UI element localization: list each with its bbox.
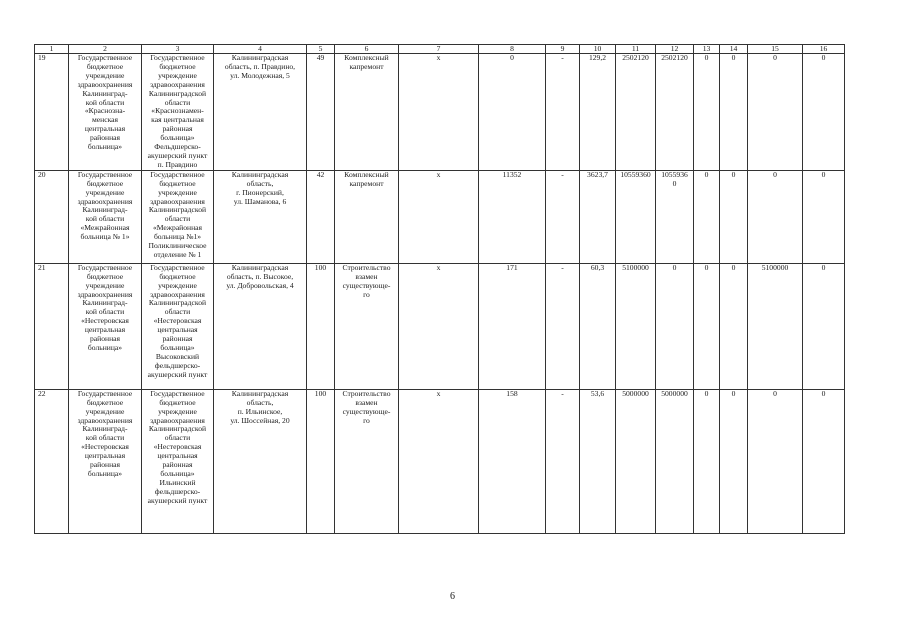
object-cell-line: бюджетное	[159, 178, 196, 188]
recipient-cell-line: бюджетное	[86, 178, 124, 188]
object-cell-line: «Нестеровская	[153, 442, 202, 452]
address-cell-line: ул. Шоссейная, 20	[230, 415, 290, 425]
value-cell-11	[616, 263, 656, 389]
value-cell-7: x	[399, 54, 479, 171]
recipient-cell-line: бюджетное	[86, 271, 124, 281]
value-cell-13: 0	[694, 170, 720, 263]
recipient-cell-line: «Нестеровская	[81, 442, 129, 452]
value-cell-14: 0	[720, 170, 748, 263]
value-cell-5: 100	[307, 263, 335, 389]
address-cell-line: область,	[246, 397, 274, 407]
object-cell-line: п. Правдино	[157, 159, 198, 169]
recipient-cell-line: здравоохранения	[77, 196, 133, 206]
column-number-row	[35, 45, 845, 54]
object-cell-line: районная	[162, 334, 193, 344]
work-type-cell	[335, 263, 399, 389]
value-cell-13: 0	[694, 54, 720, 171]
recipient-cell-line: учреждение	[85, 280, 125, 290]
value-cell-8: 0	[479, 54, 546, 171]
row-number-cell: 22	[35, 389, 69, 533]
recipient-cell-line: Калининград-	[82, 298, 128, 308]
recipient-cell-line: центральная	[84, 124, 126, 134]
value-cell-9: -	[546, 170, 580, 263]
object-cell-line: Фельдшерско-	[154, 142, 201, 152]
recipient-cell	[69, 54, 142, 171]
recipient-cell-line: учреждение	[85, 406, 125, 416]
object-cell-line: акушерский пункт	[147, 369, 208, 379]
work-type-cell-line: Комплексный	[344, 170, 389, 179]
value-cell-16: 0	[803, 170, 845, 263]
object-cell-line: учреждение	[158, 70, 197, 80]
value-cell-9: -	[546, 54, 580, 171]
object-cell-line: Государственное	[150, 53, 205, 62]
object-cell-line: «Нестеровская	[153, 316, 202, 326]
recipient-cell-line: Калининград-	[82, 88, 128, 98]
value-cell-15: 0	[748, 389, 803, 533]
address-cell-line: область,	[246, 178, 274, 188]
recipient-cell-line: Государственное	[77, 389, 133, 398]
address-cell-line: ул. Шаманова, 6	[233, 196, 287, 206]
object-cell-line: учреждение	[158, 406, 197, 416]
object-cell-line: здравоохранения	[150, 79, 205, 89]
value-cell-13: 0	[694, 389, 720, 533]
work-type-cell-line: го	[363, 415, 370, 425]
page-number: 6	[450, 591, 455, 602]
value-cell-14: 0	[720, 54, 748, 171]
object-cell-line: Государственное	[150, 170, 205, 179]
value-cell-15: 0	[748, 54, 803, 171]
address-cell-line: область, п. Высокое,	[226, 271, 294, 281]
column-number: 3	[142, 45, 214, 54]
value-cell-12-line: 5000000	[661, 389, 688, 398]
value-cell-8: 158	[479, 389, 546, 533]
main-table	[34, 44, 845, 534]
recipient-cell-line: бюджетное	[86, 397, 124, 407]
object-cell-line: бюджетное	[159, 271, 196, 281]
column-number: 11	[616, 45, 656, 54]
column-number: 10	[580, 45, 616, 54]
recipient-cell-line: районная	[89, 460, 121, 470]
work-type-cell	[335, 389, 399, 533]
value-cell-9: -	[546, 389, 580, 533]
address-cell	[214, 263, 307, 389]
object-cell-line: районная	[162, 460, 193, 470]
recipient-cell-line: Государственное	[77, 263, 133, 272]
address-cell	[214, 54, 307, 171]
object-cell-line: больница»	[160, 342, 195, 352]
row-number-cell: 21	[35, 263, 69, 389]
address-cell	[214, 389, 307, 533]
column-number: 6	[335, 45, 399, 54]
recipient-cell-line: Государственное	[77, 170, 133, 179]
object-cell-line: области	[164, 433, 191, 443]
recipient-cell-line: здравоохранения	[77, 289, 133, 299]
object-cell	[142, 389, 214, 533]
value-cell-12	[656, 170, 694, 263]
object-cell-line: акушерский пункт	[147, 495, 208, 505]
recipient-cell-line: учреждение	[85, 70, 125, 80]
address-cell-line: г. Пионерский,	[236, 187, 284, 197]
work-type-cell-line: Строительство	[342, 389, 391, 398]
row-number-cell: 20	[35, 170, 69, 263]
work-type-cell-line: взамен	[355, 397, 378, 407]
recipient-cell-line: больница № 1»	[80, 232, 130, 242]
work-type-cell-line: капремонт	[349, 61, 384, 71]
column-number: 4	[214, 45, 307, 54]
address-cell-line: ул. Добровольская, 4	[226, 280, 294, 290]
object-cell-line: области	[164, 307, 191, 317]
recipient-cell	[69, 389, 142, 533]
object-cell-line: «Межрайонная	[152, 223, 203, 233]
value-cell-5: 42	[307, 170, 335, 263]
object-cell-line: Высоковский	[155, 351, 200, 361]
recipient-cell-line: кой области	[85, 97, 125, 107]
recipient-cell-line: больница»	[87, 142, 123, 152]
object-cell-line: учреждение	[158, 280, 197, 290]
row-number-cell: 19	[35, 54, 69, 171]
value-cell-11	[616, 389, 656, 533]
object-cell-line: «Краснознамен-	[151, 106, 204, 116]
recipient-cell-line: «Краснозна-	[84, 106, 126, 116]
object-cell-line: Калининградской	[148, 424, 207, 434]
table-row	[35, 170, 845, 263]
recipient-cell-line: учреждение	[85, 187, 125, 197]
value-cell-16: 0	[803, 263, 845, 389]
column-number: 12	[656, 45, 694, 54]
value-cell-10: 129,2	[580, 54, 616, 171]
object-cell	[142, 54, 214, 171]
work-type-cell-line: взамен	[355, 271, 378, 281]
value-cell-14: 0	[720, 263, 748, 389]
object-cell-line: Поликлиническое	[148, 241, 207, 251]
object-cell-line: акушерский пункт	[147, 150, 208, 160]
recipient-cell-line: центральная	[84, 451, 126, 461]
recipient-cell-line: кой области	[85, 214, 125, 224]
object-cell-line: Ильинский	[159, 477, 196, 487]
object-cell-line: отделение № 1	[153, 249, 202, 259]
recipient-cell-line: бюджетное	[86, 61, 124, 71]
value-cell-7: x	[399, 389, 479, 533]
recipient-cell-line: центральная	[84, 325, 126, 335]
value-cell-12	[656, 389, 694, 533]
work-type-cell	[335, 170, 399, 263]
object-cell-line: центральная	[157, 325, 198, 335]
work-type-cell-line: капремонт	[349, 178, 384, 188]
object-cell-line: кая центральная	[151, 115, 204, 125]
value-cell-10: 3623,7	[580, 170, 616, 263]
value-cell-5: 49	[307, 54, 335, 171]
object-cell-line: больница»	[160, 133, 195, 143]
recipient-cell-line: Государственное	[77, 53, 133, 62]
object-cell-line: фельдшерско-	[154, 360, 201, 370]
recipient-cell-line: кой области	[85, 433, 125, 443]
object-cell-line: бюджетное	[159, 397, 196, 407]
recipient-cell	[69, 263, 142, 389]
value-cell-11-line: 10559360	[620, 170, 651, 179]
recipient-cell-line: Калининград-	[82, 424, 128, 434]
address-cell-line: Калининградская	[231, 263, 289, 272]
recipient-cell-line: больница»	[87, 342, 123, 352]
column-number: 8	[479, 45, 546, 54]
object-cell-line: районная	[162, 124, 193, 134]
object-cell-line: области	[164, 214, 191, 224]
work-type-cell-line: существующе-	[342, 280, 391, 290]
object-cell-line: здравоохранения	[150, 415, 205, 425]
recipient-cell-line: больница»	[87, 468, 123, 478]
work-type-cell	[335, 54, 399, 171]
value-cell-11-line: 5100000	[622, 263, 649, 272]
object-cell	[142, 263, 214, 389]
object-cell-line: бюджетное	[159, 61, 196, 71]
value-cell-12-line: 2502120	[661, 53, 688, 62]
table-row	[35, 54, 845, 171]
value-cell-15: 5100000	[748, 263, 803, 389]
value-cell-12	[656, 54, 694, 171]
object-cell-line: Государственное	[150, 263, 205, 272]
value-cell-11-line: 2502120	[622, 53, 649, 62]
column-number: 7	[399, 45, 479, 54]
object-cell-line: больница №1»	[153, 232, 202, 242]
value-cell-16: 0	[803, 389, 845, 533]
value-cell-10: 60,3	[580, 263, 616, 389]
object-cell-line: здравоохранения	[150, 289, 205, 299]
work-type-cell-line: существующе-	[342, 406, 391, 416]
object-cell-line: области	[164, 97, 191, 107]
object-cell-line: Государственное	[150, 389, 205, 398]
column-number: 9	[546, 45, 580, 54]
value-cell-12	[656, 263, 694, 389]
value-cell-14: 0	[720, 389, 748, 533]
address-cell-line: п. Ильинское,	[237, 406, 283, 416]
column-number: 16	[803, 45, 845, 54]
column-number: 13	[694, 45, 720, 54]
value-cell-8: 171	[479, 263, 546, 389]
object-cell-line: здравоохранения	[150, 196, 205, 206]
recipient-cell-line: районная	[89, 133, 121, 143]
value-cell-15: 0	[748, 170, 803, 263]
work-type-cell-line: Строительство	[342, 263, 391, 272]
address-cell-line: Калининградская	[231, 389, 289, 398]
value-cell-12-line: 0	[672, 178, 677, 188]
value-cell-12-line: 1055936	[661, 170, 688, 179]
work-type-cell-line: Комплексный	[344, 53, 389, 62]
recipient-cell	[69, 170, 142, 263]
object-cell-line: больница»	[160, 468, 195, 478]
column-number: 14	[720, 45, 748, 54]
address-cell	[214, 170, 307, 263]
object-cell-line: Калининградской	[148, 88, 207, 98]
object-cell-line: центральная	[157, 451, 198, 461]
value-cell-5: 100	[307, 389, 335, 533]
value-cell-13: 0	[694, 263, 720, 389]
address-cell-line: Калининградская	[231, 170, 289, 179]
recipient-cell-line: «Нестеровская	[81, 316, 129, 326]
recipient-cell-line: районная	[89, 334, 121, 344]
column-number: 1	[35, 45, 69, 54]
work-type-cell-line: го	[363, 289, 370, 299]
value-cell-12-line: 0	[672, 263, 677, 272]
table-row	[35, 263, 845, 389]
object-cell-line: Калининградской	[148, 298, 207, 308]
address-cell-line: область, п. Правдино,	[224, 61, 296, 71]
object-cell-line: Калининградской	[148, 205, 207, 215]
column-number: 2	[69, 45, 142, 54]
column-number: 5	[307, 45, 335, 54]
address-cell-line: ул. Молодежная, 5	[230, 70, 290, 80]
table-row	[35, 389, 845, 533]
value-cell-11-line: 5000000	[622, 389, 649, 398]
value-cell-7: x	[399, 263, 479, 389]
value-cell-9: -	[546, 263, 580, 389]
value-cell-10: 53,6	[580, 389, 616, 533]
object-cell	[142, 170, 214, 263]
value-cell-11	[616, 170, 656, 263]
recipient-cell-line: менская	[91, 115, 119, 125]
object-cell-line: фельдшерско-	[154, 486, 201, 496]
recipient-cell-line: здравоохранения	[77, 79, 133, 89]
recipient-cell-line: кой области	[85, 307, 125, 317]
recipient-cell-line: Калининград-	[82, 205, 128, 215]
value-cell-16: 0	[803, 54, 845, 171]
value-cell-7: x	[399, 170, 479, 263]
address-cell-line: Калининградская	[231, 53, 289, 62]
value-cell-8: 11352	[479, 170, 546, 263]
value-cell-11	[616, 54, 656, 171]
object-cell-line: учреждение	[158, 187, 197, 197]
recipient-cell-line: здравоохранения	[77, 415, 133, 425]
recipient-cell-line: «Межрайонная	[80, 223, 130, 233]
column-number: 15	[748, 45, 803, 54]
